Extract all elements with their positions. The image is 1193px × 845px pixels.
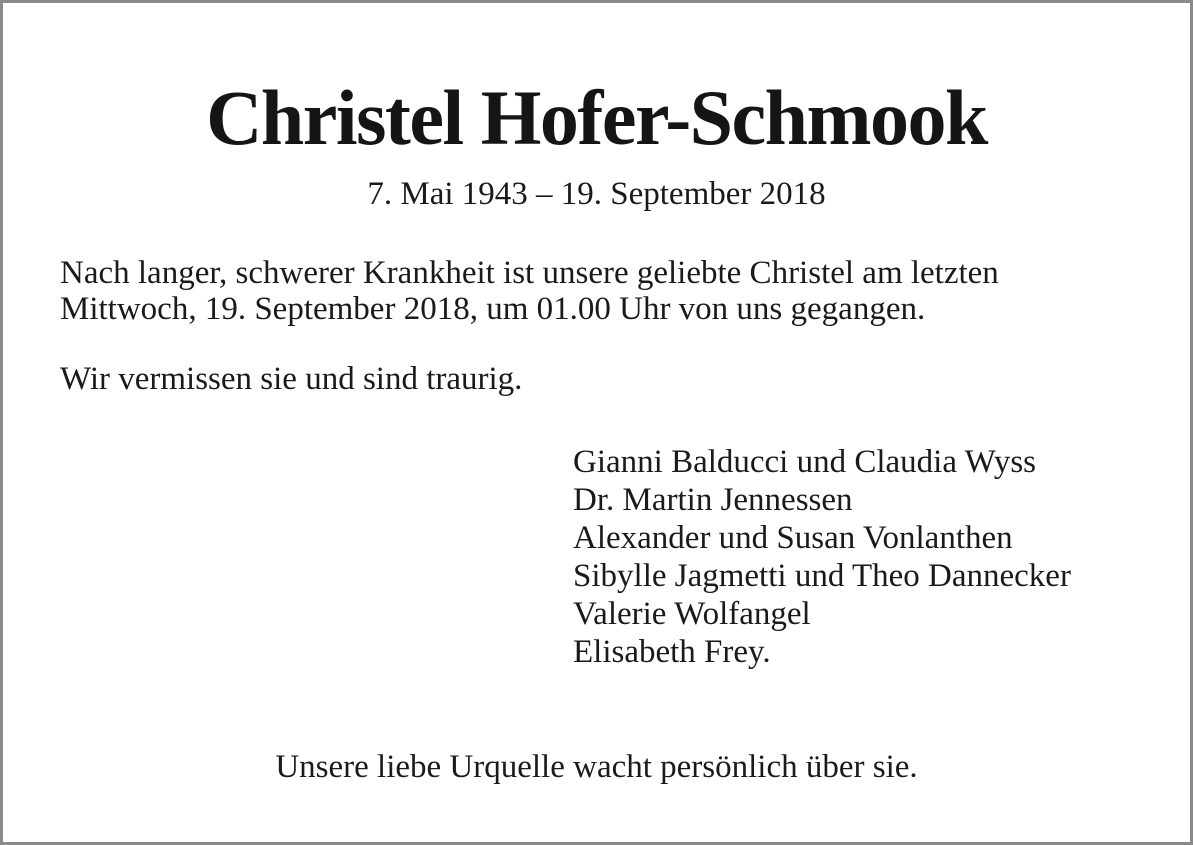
announcement-paragraph (60, 255, 1160, 327)
signer: Dr. Martin Jennessen (573, 482, 853, 518)
life-dates: 7. Mai 1943 – 19. September 2018 (367, 176, 826, 212)
signer: Sibylle Jagmetti und Theo Dannecker (573, 558, 1071, 594)
signer: Elisabeth Frey. (573, 634, 771, 670)
deceased-name: Christel Hofer-Schmook (206, 74, 987, 161)
closing-line: Unsere liebe Urquelle wacht persönlich über sie. (275, 749, 918, 785)
mourning-paragraph: Wir vermissen sie und sind traurig. (60, 361, 523, 397)
signers-list (573, 443, 1071, 671)
signer: Valerie Wolfangel (573, 596, 811, 632)
signer: Gianni Balducci und Claudia Wyss (573, 444, 1036, 480)
signer: Alexander und Susan Vonlanthen (573, 520, 1013, 556)
announcement-line-1: Nach langer, schwerer Krankheit ist unsere geliebte Christel am letzten (60, 255, 999, 291)
announcement-line-2: Mittwoch, 19. September 2018, um 01.00 Uhr von uns gegangen. (60, 291, 926, 327)
